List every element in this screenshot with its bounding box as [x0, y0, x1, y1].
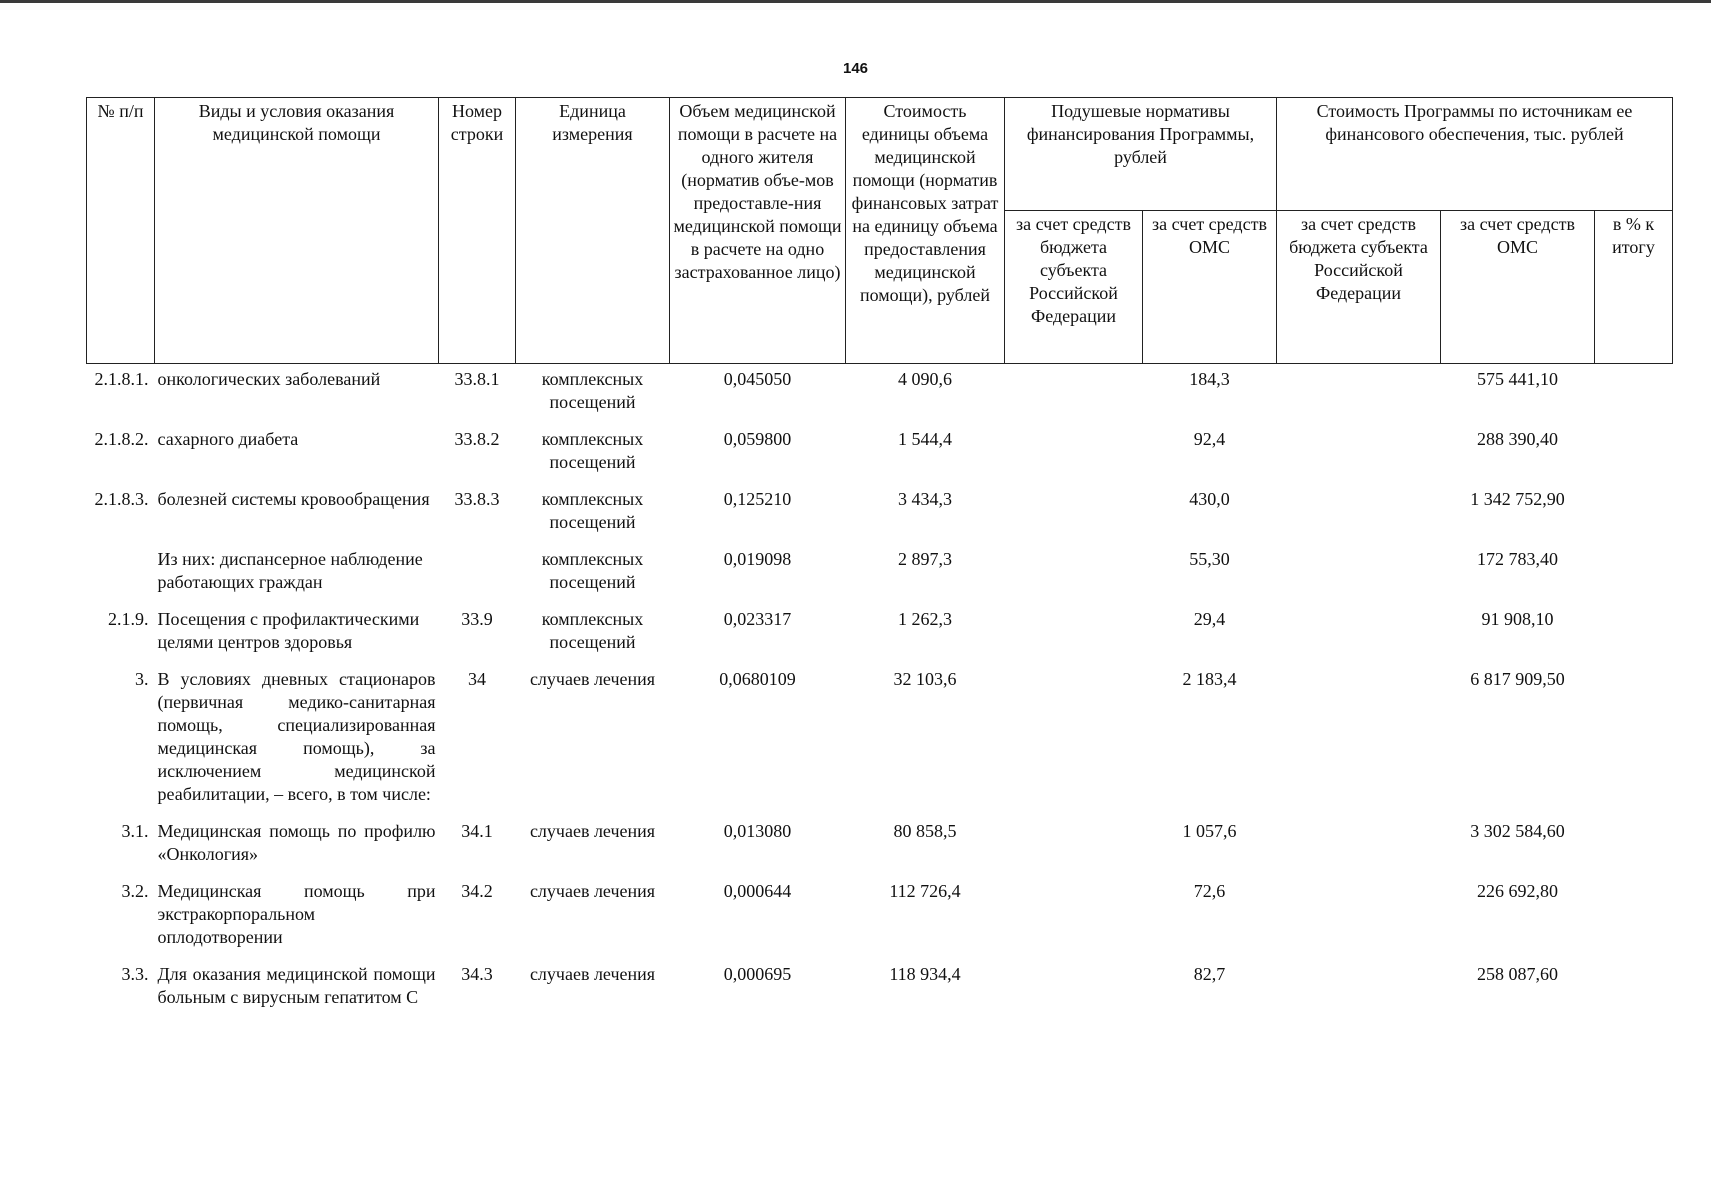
row-volume: 0,019098 [723, 549, 792, 569]
row-number: 3. [135, 669, 149, 689]
row-program-percent [1595, 424, 1673, 484]
table-row [87, 424, 1673, 484]
row-program-budget [1277, 484, 1441, 544]
row-line-number [439, 544, 516, 604]
header-unit: Единица измерения [516, 98, 670, 364]
row-norm-oms: 2 183,4 [1182, 669, 1237, 689]
row-program-oms: 226 692,80 [1477, 881, 1558, 901]
row-unit: случаев лечения [529, 669, 656, 689]
row-care-type: Посещения с профилактическими целями центров здоровья [157, 609, 420, 652]
row-unit-cost: 1 544,4 [898, 429, 952, 449]
row-program-oms: 288 390,40 [1477, 429, 1558, 449]
row-unit-cost: 80 858,5 [893, 821, 957, 841]
row-program-percent [1595, 484, 1673, 544]
row-norm-budget [1005, 364, 1143, 425]
row-unit: комплексных посещений [541, 429, 644, 472]
row-norm-oms: 72,6 [1193, 881, 1226, 901]
header-volume: Объем медицинской помощи в расчете на одного жителя (норматив объе-мов предоставле-ния медицинской помощи в расчете на одно застрахованное лицо) [670, 98, 846, 364]
row-program-budget [1277, 364, 1441, 425]
row-unit: случаев лечения [529, 964, 656, 984]
row-care-type: В условиях дневных стационаров (первичная медико-санитарная помощь, специализированная медицинская помощь), за исключением медицинской реабилитации, – всего, в том числе: [157, 669, 436, 804]
header-per-capita-norms: Подушевые нормативы финансирования Программы, рублей [1005, 98, 1277, 211]
row-program-percent [1595, 364, 1673, 425]
row-unit: случаев лечения [529, 821, 656, 841]
row-volume: 0,125210 [723, 489, 792, 509]
row-norm-budget [1005, 484, 1143, 544]
row-program-budget [1277, 664, 1441, 816]
row-number: 3.2. [121, 881, 149, 901]
row-program-budget [1277, 876, 1441, 959]
row-norm-budget [1005, 816, 1143, 876]
row-norm-budget [1005, 424, 1143, 484]
row-care-type: Для оказания медицинской помощи больным с вирусным гепатитом С [157, 964, 436, 1007]
header-program-budget: за счет средств бюджета субъекта Российской Федерации [1277, 211, 1441, 364]
row-norm-budget [1005, 876, 1143, 959]
row-number [87, 544, 155, 604]
header-unit-cost: Стоимость единицы объема медицинской помощи (норматив финансовых затрат на единицу объема предоставления медицинской помощи), рублей [846, 98, 1005, 364]
top-border-line [0, 0, 1711, 3]
row-unit: комплексных посещений [541, 609, 644, 652]
row-number: 2.1.8.1. [94, 369, 149, 389]
row-line-number: 33.8.1 [454, 369, 500, 389]
row-norm-oms: 82,7 [1193, 964, 1226, 984]
header-program-oms: за счет средств ОМС [1441, 211, 1595, 364]
table-row [87, 604, 1673, 664]
row-program-budget [1277, 816, 1441, 876]
row-program-percent [1595, 664, 1673, 816]
row-program-percent [1595, 816, 1673, 876]
row-program-budget [1277, 544, 1441, 604]
table-row [87, 959, 1673, 1019]
row-norm-oms: 55,30 [1189, 549, 1230, 569]
row-unit-cost: 112 726,4 [889, 881, 961, 901]
table-row [87, 876, 1673, 959]
header-care-type: Виды и условия оказания медицинской помощи [155, 98, 439, 364]
row-line-number: 34 [468, 669, 486, 689]
row-unit-cost: 2 897,3 [898, 549, 952, 569]
row-program-oms: 172 783,40 [1477, 549, 1558, 569]
row-norm-budget [1005, 544, 1143, 604]
table-row [87, 544, 1673, 604]
row-line-number: 33.8.2 [454, 429, 500, 449]
row-program-percent [1595, 959, 1673, 1019]
row-program-budget [1277, 424, 1441, 484]
row-norm-oms: 184,3 [1189, 369, 1230, 389]
row-norm-budget [1005, 959, 1143, 1019]
header-norm-budget: за счет средств бюджета субъекта Российской Федерации [1005, 211, 1143, 364]
row-volume: 0,045050 [723, 369, 792, 389]
row-unit: комплексных посещений [541, 549, 644, 592]
row-care-type: болезней системы кровообращения [157, 489, 430, 509]
page-number: 146 [842, 60, 869, 77]
row-volume: 0,000695 [723, 964, 792, 984]
row-number: 2.1.8.2. [94, 429, 149, 449]
row-unit-cost: 32 103,6 [893, 669, 957, 689]
row-unit-cost: 118 934,4 [889, 964, 961, 984]
row-program-budget [1277, 604, 1441, 664]
row-norm-oms: 430,0 [1189, 489, 1230, 509]
table-row [87, 816, 1673, 876]
row-line-number: 33.9 [461, 609, 493, 629]
table-row [87, 664, 1673, 816]
header-number: № п/п [87, 98, 155, 364]
header-norm-oms: за счет средств ОМС [1143, 211, 1277, 364]
row-line-number: 34.3 [461, 964, 493, 984]
row-unit-cost: 3 434,3 [898, 489, 952, 509]
row-number: 3.1. [121, 821, 149, 841]
row-unit: случаев лечения [529, 881, 656, 901]
program-cost-table [86, 97, 1673, 1019]
row-program-percent [1595, 604, 1673, 664]
row-program-oms: 575 441,10 [1477, 369, 1558, 389]
row-volume: 0,023317 [723, 609, 792, 629]
row-program-percent [1595, 876, 1673, 959]
row-line-number: 33.8.3 [454, 489, 500, 509]
header-program-percent: в % к итогу [1595, 211, 1673, 364]
row-norm-budget [1005, 604, 1143, 664]
row-unit: комплексных посещений [541, 489, 644, 532]
header-line-number: Номер строки [439, 98, 516, 364]
row-program-percent [1595, 544, 1673, 604]
row-norm-oms: 29,4 [1193, 609, 1226, 629]
table-row [87, 484, 1673, 544]
row-care-type: сахарного диабета [157, 429, 299, 449]
row-program-budget [1277, 959, 1441, 1019]
row-number: 2.1.8.3. [94, 489, 149, 509]
row-program-oms: 258 087,60 [1477, 964, 1558, 984]
row-norm-oms: 1 057,6 [1182, 821, 1237, 841]
row-volume: 0,013080 [723, 821, 792, 841]
row-unit-cost: 4 090,6 [898, 369, 952, 389]
row-number: 2.1.9. [108, 609, 149, 629]
table-row [87, 364, 1673, 425]
row-volume: 0,0680109 [719, 669, 796, 689]
row-line-number: 34.1 [461, 821, 493, 841]
row-care-type: Медицинская помощь по профилю «Онкология» [157, 821, 436, 864]
row-program-oms: 91 908,10 [1481, 609, 1554, 629]
row-unit: комплексных посещений [541, 369, 644, 412]
row-care-type: Из них: диспансерное наблюдение работающих граждан [157, 549, 423, 592]
row-line-number: 34.2 [461, 881, 493, 901]
header-program-cost: Стоимость Программы по источникам ее финансового обеспечения, тыс. рублей [1277, 98, 1673, 211]
table-body [87, 364, 1673, 1020]
row-volume: 0,059800 [723, 429, 792, 449]
row-volume: 0,000644 [723, 881, 792, 901]
row-program-oms: 1 342 752,90 [1470, 489, 1565, 509]
row-care-type: Медицинская помощь при экстракорпоральном оплодотворении [157, 881, 436, 947]
row-program-oms: 3 302 584,60 [1470, 821, 1565, 841]
row-care-type: онкологических заболеваний [157, 369, 381, 389]
row-norm-budget [1005, 664, 1143, 816]
row-program-oms: 6 817 909,50 [1470, 669, 1565, 689]
row-unit-cost: 1 262,3 [898, 609, 952, 629]
row-number: 3.3. [121, 964, 149, 984]
row-norm-oms: 92,4 [1193, 429, 1226, 449]
